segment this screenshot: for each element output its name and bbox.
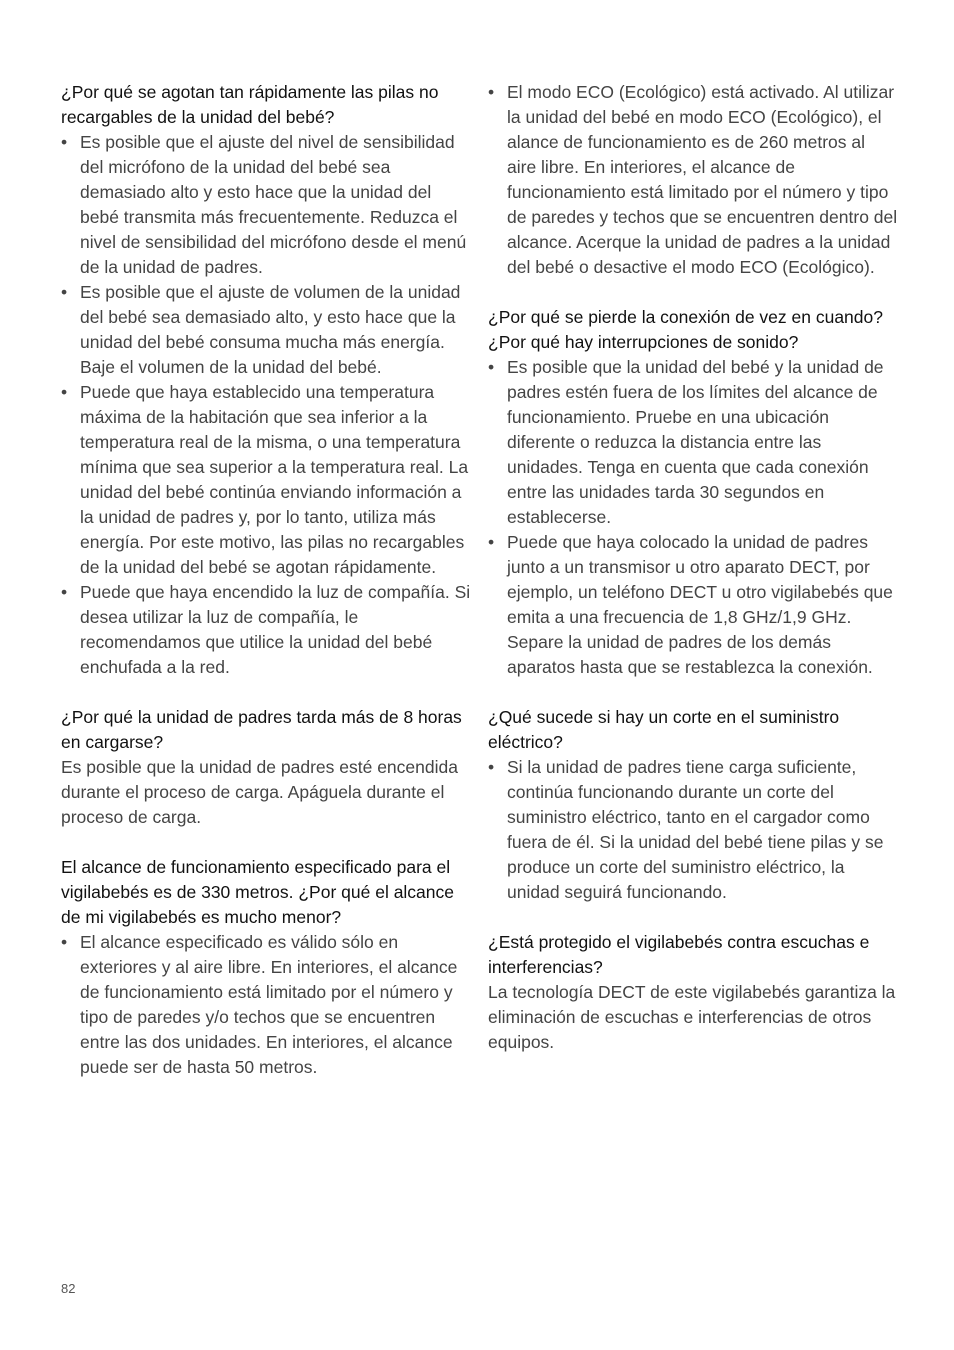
bullet-icon: • <box>61 282 68 302</box>
bullet-icon: • <box>488 532 495 552</box>
faq-answer-list <box>488 355 898 680</box>
bullet-icon: • <box>488 357 495 377</box>
faq-section <box>61 705 471 830</box>
faq-section <box>488 705 898 905</box>
list-item <box>61 580 471 680</box>
faq-section <box>488 305 898 680</box>
list-item <box>61 280 471 380</box>
list-item <box>488 530 898 680</box>
faq-answer: Es posible que la unidad de padres esté encendida durante el proceso de carga. Apáguela durante el proceso de carga. <box>61 757 458 827</box>
list-item-text: Si la unidad de padres tiene carga suficiente, continúa funcionando durante un corte del suministro eléctrico, tanto en el cargador como fuera de él. Si la unidad del bebé tiene pilas y se produce un corte del suministro eléctrico, la unidad seguirá funcionando. <box>507 757 884 902</box>
faq-question: ¿Por qué la unidad de padres tarda más de 8 horas en cargarse? <box>61 707 462 752</box>
faq-question: ¿Por qué se pierde la conexión de vez en cuando? ¿Por qué hay interrupciones de sonido? <box>488 307 883 352</box>
faq-answer-list <box>61 930 471 1080</box>
page-number: 82 <box>61 1281 76 1296</box>
list-item <box>61 930 471 1080</box>
list-item-text: Puede que haya colocado la unidad de padres junto a un transmisor u otro aparato DECT, por ejemplo, un teléfono DECT u otro vigilabebés que emita a una frecuencia de 1,8 GHz/1,9 GHz. Separe la unidad de padres de los demás aparatos hasta que se restablezca la conexión. <box>507 532 893 677</box>
list-item-text: Es posible que el ajuste de volumen de la unidad del bebé sea demasiado alto, y esto hace que la unidad del bebé consuma mucha más energía. Baje el volumen de la unidad del bebé. <box>80 282 461 377</box>
list-item <box>488 755 898 905</box>
list-item-text: El modo ECO (Ecológico) está activado. Al utilizar la unidad del bebé en modo ECO (Ecológico), el alance de funcionamiento es de 260 metros al aire libre. En interiores, el alcance de funcionamiento está limitado por el número y tipo de paredes y techos que se encuentren dentro del alcance. Acerque la unidad de padres a la unidad del bebé o desactive el modo ECO (Ecológico). <box>507 82 898 277</box>
bullet-icon: • <box>61 132 68 152</box>
bullet-icon: • <box>61 932 68 952</box>
faq-answer-list <box>488 80 898 280</box>
right-column <box>488 80 898 1080</box>
list-item <box>61 130 471 280</box>
bullet-icon: • <box>488 82 495 102</box>
faq-question: ¿Por qué se agotan tan rápidamente las pilas no recargables de la unidad del bebé? <box>61 82 439 127</box>
faq-section-continued <box>488 80 898 280</box>
faq-answer-list <box>488 755 898 905</box>
faq-answer: La tecnología DECT de este vigilabebés garantiza la eliminación de escuchas e interferencias de otros equipos. <box>488 982 896 1052</box>
faq-section <box>488 930 898 1055</box>
faq-answer-list <box>61 130 471 680</box>
bullet-icon: • <box>488 757 495 777</box>
list-item-text: Puede que haya establecido una temperatura máxima de la habitación que sea inferior a la temperatura real de la misma, o una temperatura mínima que sea superior a la temperatura real. La unidad del bebé continúa enviando información a la unidad de padres y, por lo tanto, utiliza más energía. Por este motivo, las pilas no recargables de la unidad del bebé se agotan rápidamente. <box>80 382 469 577</box>
list-item-text: El alcance especificado es válido sólo en exteriores y al aire libre. En interiores, el alcance de funcionamiento está limitado por el número y tipo de paredes y/o techos que se encuentren entre las dos unidades. En interiores, el alcance puede ser de hasta 50 metros. <box>80 932 458 1077</box>
bullet-icon: • <box>61 582 68 602</box>
faq-section <box>61 80 471 680</box>
list-item <box>61 380 471 580</box>
left-column <box>61 80 471 1105</box>
list-item-text: Es posible que el ajuste del nivel de sensibilidad del micrófono de la unidad del bebé sea demasiado alto y esto hace que la unidad del bebé transmita más frecuentemente. Reduzca el nivel de sensibilidad del micrófono desde el menú de la unidad de padres. <box>80 132 467 277</box>
list-item-text: Es posible que la unidad del bebé y la unidad de padres estén fuera de los límites del alcance de funcionamiento. Pruebe en una ubicación diferente o reduzca la distancia entre las unidades. Tenga en cuenta que cada conexión entre las unidades tarda 30 segundos en establecerse. <box>507 357 884 527</box>
faq-question: El alcance de funcionamiento especificado para el vigilabebés es de 330 metros. ¿Por qué el alcance de mi vigilabebés es mucho menor? <box>61 857 455 927</box>
list-item <box>488 80 898 280</box>
faq-section <box>61 855 471 1080</box>
list-item-text: Puede que haya encendido la luz de compañía. Si desea utilizar la luz de compañía, le recomendamos que utilice la unidad del bebé enchufada a la red. <box>80 582 471 677</box>
faq-question: ¿Qué sucede si hay un corte en el suministro eléctrico? <box>488 707 840 752</box>
list-item <box>488 355 898 530</box>
faq-question: ¿Está protegido el vigilabebés contra escuchas e interferencias? <box>488 932 870 977</box>
bullet-icon: • <box>61 382 68 402</box>
